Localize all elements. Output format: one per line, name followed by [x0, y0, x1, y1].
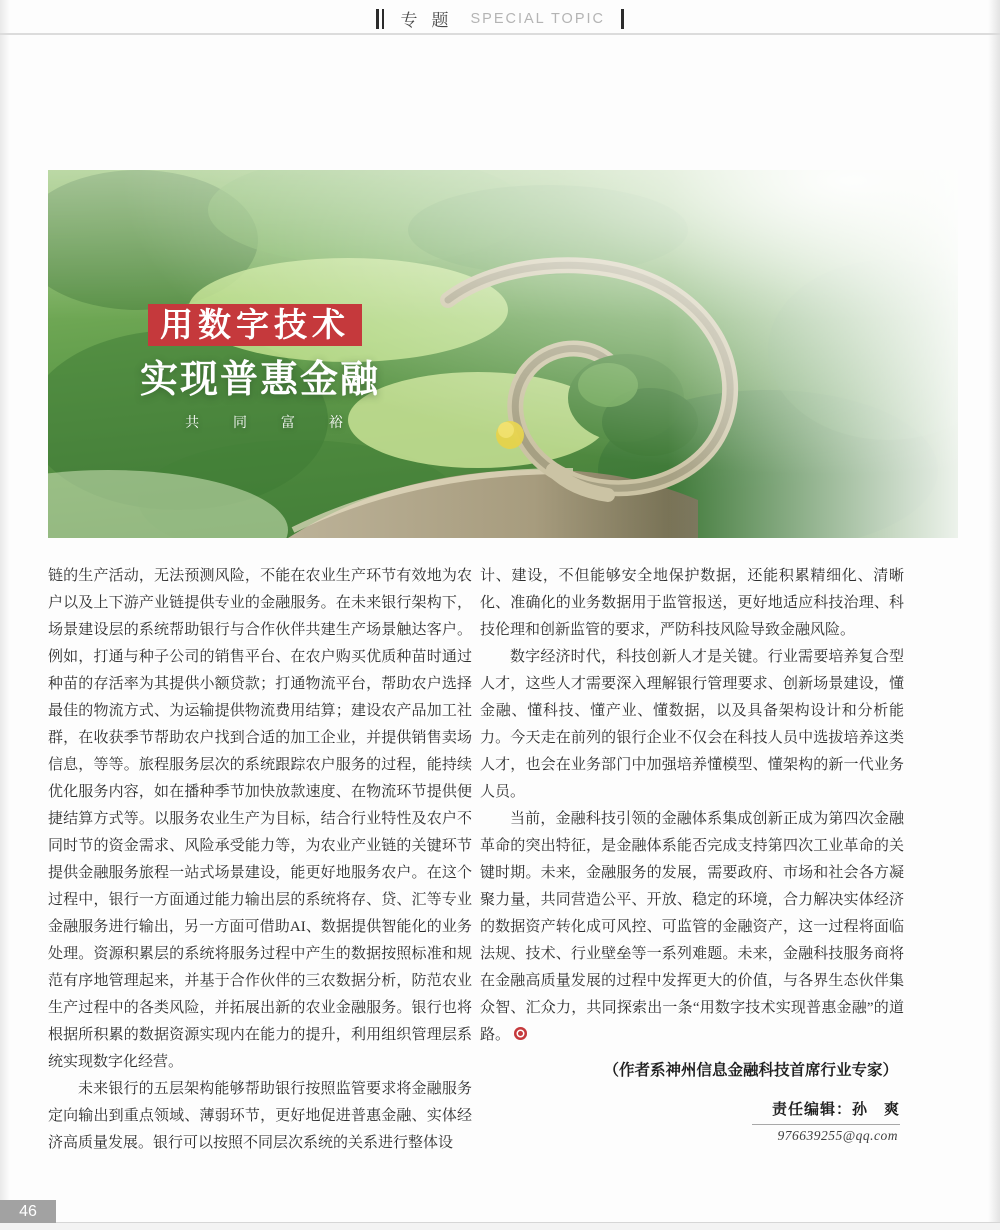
paragraph: 链的生产活动，无法预测风险，不能在农业生产环节有效地为农户以及上下游产业链提供专业的金融服务。在未来银行架构下，场景建设层的系统帮助银行与合作伙伴共建生产场景触达客户。例如，打通与种子公司的销售平台、在农户购买优质种苗时通过种苗的存活率为其提供小额贷款；打通物流平台，帮助农户选择最佳的物流方式、为运输提供物流费用结算；建设农产品加工社群，在收获季节帮助农户找到合适的加工企业，并提供销售卖场信息，等等。旅程服务层次的系统跟踪农户服务的过程，能持续优化服务内容，如在播种季节加快放款速度、在物流环节提供便捷结算方式等。以服务农业生产为目标，结合行业特性及农户不同时节的资金需求、风险承受能力等，为农业产业链的关键环节提供金融服务旅程一站式场景建设，能更好地服务农户。在这个过程中，银行一方面通过能力输出层的系统将存、贷、汇等专业金融服务进行输出，另一方面可借助AI、数据提供智能化的业务处理。资源积累层的系统将服务过程中产生的数据按照标准和规范有序地管理起来，并基于合作伙伴的三农数据分析，防范农业生产过程中的各类风险，并拓展出新的农业金融服务。银行也将根据所积累的数据资源实现内在能力的提升，利用组织管理层系统实现数字化经营。 — [48, 568, 472, 1070]
page-edge-left — [0, 0, 10, 1230]
editor-label: 责任编辑：孙 爽 — [752, 1098, 900, 1125]
article-end-mark-icon — [514, 1027, 527, 1040]
paragraph: 数字经济时代，科技创新人才是关键。行业需要培养复合型人才，这些人才需要深入理解银行管理要求、创新场景建设，懂金融、懂科技、懂产业、懂数据，以及具备架构设计和分析能力。今天走在前列的银行企业不仅会在科技人员中选拔培养这类人才，也会在业务部门中加强培养懂模型、懂架构的新一代业务人员。 — [480, 649, 904, 800]
paragraph: 计、建设，不但能够安全地保护数据，还能积累精细化、清晰化、准确化的业务数据用于监管报送，更好地适应科技治理、科技伦理和创新监管的要求，严防科技风险导致金融风险。 — [480, 568, 904, 638]
page-number: 46 — [0, 1200, 56, 1223]
hero-photo — [48, 170, 958, 538]
hero-headline-line2: 实现普惠金融 — [140, 359, 381, 401]
article-column-right — [480, 563, 904, 1084]
hero-headline-badge: 用数字技术 — [148, 304, 362, 346]
editor-block — [695, 1098, 900, 1144]
author-note: （作者系神州信息金融科技首席行业专家） — [603, 1062, 898, 1079]
double-bar-icon — [376, 9, 384, 29]
paragraph-text: 当前，金融科技引领的金融体系集成创新正成为第四次金融革命的突出特征，是金融体系能否完成支持第四次工业革命的关键时期。未来，金融服务的发展，需要政府、市场和社会各方凝聚力量，共同营造公平、开放、稳定的环境，合力解决实体经济的数据资产转化成可风控、可监管的金融资产，这一过程将面临法规、技术、行业壁垒等一系列难题。未来，金融科技服务商将在金融高质量发展的过程中发挥更大的价值，与各界生态伙伴集众智、汇众力，共同探索出一条“用数字技术实现普惠金融”的道路。 — [480, 811, 904, 1043]
paragraph — [480, 806, 904, 1049]
editor-email: 976639255@qq.com — [777, 1128, 898, 1143]
section-title-cn: 专题 — [400, 11, 463, 30]
page-edge-right — [988, 0, 1000, 1230]
page-header — [0, 6, 1000, 31]
header-rule — [0, 33, 1000, 35]
section-title-en: SPECIAL TOPIC — [470, 10, 606, 27]
article-column-left — [48, 563, 472, 1157]
paragraph: 未来银行的五层架构能够帮助银行按照监管要求将金融服务定向输出到重点领域、薄弱环节，更好地促进普惠金融、实体经济高质量发展。银行可以按照不同层次系统的关系进行整体设 — [48, 1081, 472, 1151]
page-bottom-margin — [0, 1223, 1000, 1230]
hero-subtitle: 共 同 富 裕 — [185, 414, 358, 430]
single-bar-icon — [621, 9, 624, 29]
